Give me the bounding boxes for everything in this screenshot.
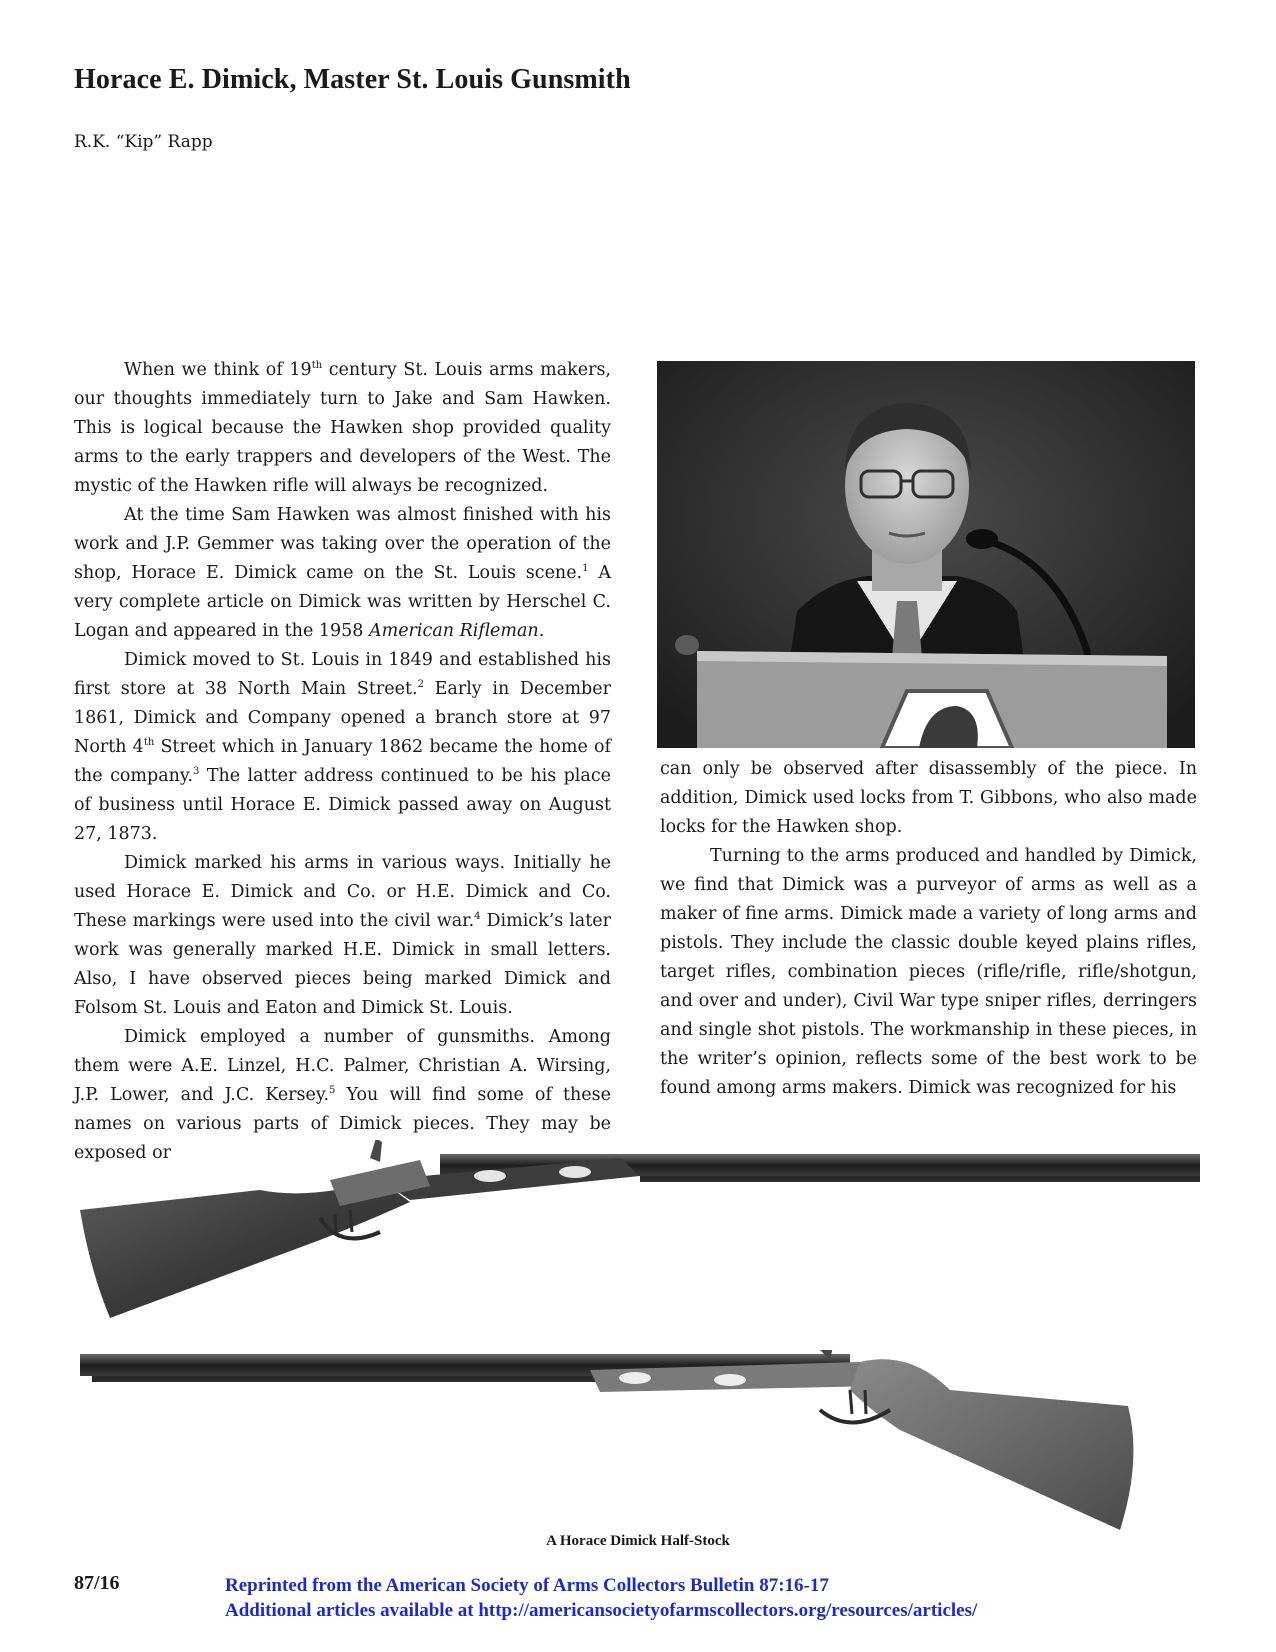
- left-paragraph-1: When we think of 19th century St. Louis arms makers, our thoughts immediately turn to Jake and Sam Hawken. This is logical because the Hawken shop provided quality arms to the early trappers and developers of the West. The mystic of the Hawken rifle will always be recognized.: [74, 360, 611, 496]
- rifle-photo-top: [80, 1140, 1200, 1330]
- left-paragraph-4: Dimick marked his arms in various ways. Initially he used Horace E. Dimick and Co. or H.E. Dimick and Co. These markings were used into the civil war.$^4$ Dimick’s later work was generally marked H.E. Dimick in small letters. Also, I have observed pieces being marked Dimick and Folsom St. Louis and Eaton and Dimick St. Louis.: [74, 853, 611, 1018]
- reprint-line-1: Reprinted from the American Society of Arms Collectors Bulletin 87:16-17: [225, 1575, 829, 1596]
- left-paragraph-5: Dimick employed a number of gunsmiths. Among them were A.E. Linzel, H.C. Palmer, Christian A. Wirsing, J.P. Lower, and J.C. Kersey.$^5$ You will find some of these names on various parts of Dimick pieces. They may be exposed or: [74, 1027, 611, 1163]
- left-paragraph-2: At the time Sam Hawken was almost finished with his work and J.P. Gemmer was taking over the operation of the shop, Horace E. Dimick came on the St. Louis scene.$^1$ A very complete article on Dimick was written by Herschel C. Logan and appeared in the 1958 American Rifleman.: [74, 505, 611, 641]
- figure-caption: A Horace Dimick Half-Stock: [546, 1533, 730, 1549]
- left-text-column: [74, 356, 611, 1168]
- article-title: Horace E. Dimick, Master St. Louis Gunsmith: [74, 64, 631, 95]
- article-author: R.K. “Kip” Rapp: [74, 132, 213, 152]
- right-paragraph-1: can only be observed after disassembly of the piece. In addition, Dimick used locks from T. Gibbons, who also made locks for the Hawken shop.: [660, 759, 1197, 837]
- rifle-photo-bottom: [80, 1350, 1200, 1550]
- right-text-column: [660, 755, 1197, 1103]
- page-number: 87/16: [74, 1572, 120, 1594]
- right-paragraph-2: Turning to the arms produced and handled by Dimick, we find that Dimick was a purveyor of arms as well as a maker of fine arms. Dimick made a variety of long arms and pistols. They include the classic double keyed plains rifles, target rifles, combination pieces (rifle/rifle, rifle/shotgun, and over and under), Civil War type sniper rifles, derringers and single shot pistols. The workmanship in these pieces, in the writer’s opinion, reflects some of the best work to be found among arms makers. Dimick was recognized for his: [660, 846, 1197, 1098]
- reprint-notice: [225, 1573, 977, 1623]
- left-paragraph-3: Dimick moved to St. Louis in 1849 and established his first store at 38 North Main Street.$^2$ Early in December 1861, Dimick and Company opened a branch store at 97 North 4th Street which in January 1862 became the home of the company.$^3$ The latter address continued to be his place of business until Horace E. Dimick passed away on August 27, 1873.: [74, 650, 611, 844]
- articles-link[interactable]: Additional articles available at http://americansocietyofarmscollectors.org/resources/articles/: [225, 1600, 978, 1621]
- author-portrait-photo: [657, 361, 1195, 748]
